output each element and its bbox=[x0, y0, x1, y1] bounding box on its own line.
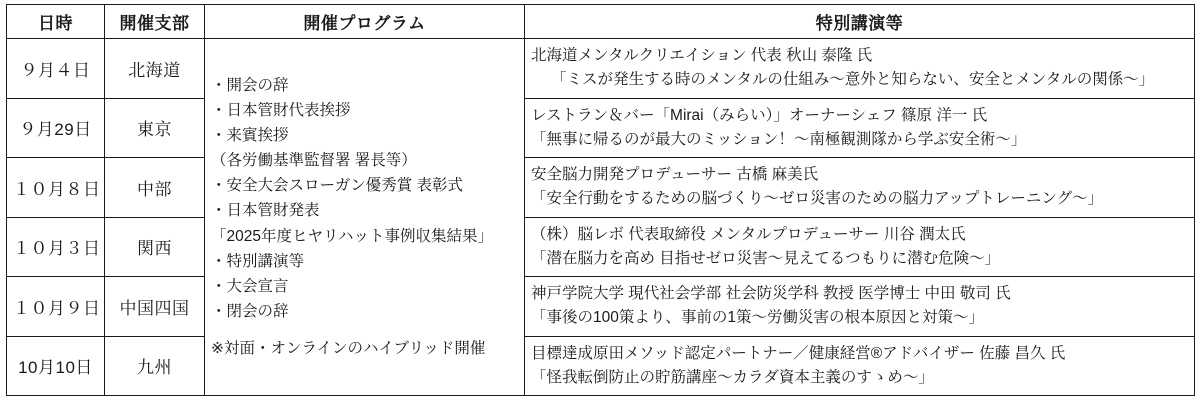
lecture-subtitle: 「事後の100策より、事前の1策～労働災害の根本原因と対策～」 bbox=[531, 309, 984, 327]
cell-branch: 九州 bbox=[105, 336, 205, 396]
table-row bbox=[7, 158, 1195, 218]
lecture-title: （株）脳レボ 代表取締役 メンタルプロデューサー 川谷 潤太氏 bbox=[531, 225, 966, 243]
cell-lecture bbox=[525, 277, 1195, 337]
lecture-subtitle: 「怪我転倒防止の貯筋講座～カラダ資本主義のすゝめ～」 bbox=[531, 368, 934, 386]
table-row bbox=[7, 277, 1195, 337]
lecture-subtitle: 「無事に帰るのが最大のミッション！～南極観測隊から学ぶ安全術～」 bbox=[531, 130, 1027, 148]
table-row bbox=[7, 217, 1195, 277]
table-header-row bbox=[7, 5, 1195, 39]
cell-lecture bbox=[525, 217, 1195, 277]
program-line: （各労働基準監督署 署長等） bbox=[211, 152, 417, 170]
table-header bbox=[7, 5, 1195, 39]
program-line: ・安全大会スローガン優秀賞 表彰式 bbox=[211, 177, 463, 195]
program-line: ・日本管財発表 bbox=[211, 202, 320, 220]
column-header-branch: 開催支部 bbox=[105, 5, 205, 39]
lecture-subtitle: 「ミスが発生する時のメンタルの仕組み～意外と知らない、安全とメンタルの関係～」 bbox=[551, 71, 1155, 89]
cell-branch: 北海道 bbox=[105, 39, 205, 99]
cell-date: １０月３日 bbox=[7, 217, 105, 277]
cell-lecture bbox=[525, 39, 1195, 99]
lecture-title: 神戸学院大学 現代社会学部 社会防災学科 教授 医学博士 中田 敬司 氏 bbox=[531, 285, 1011, 303]
lecture-title: 北海道メンタルクリエイション 代表 秋山 泰隆 氏 bbox=[531, 47, 873, 65]
cell-date: ９月４日 bbox=[7, 39, 105, 99]
table-body bbox=[7, 39, 1195, 396]
cell-program bbox=[205, 39, 525, 396]
cell-date: １０月９日 bbox=[7, 277, 105, 337]
cell-lecture bbox=[525, 336, 1195, 396]
cell-branch: 中部 bbox=[105, 158, 205, 218]
program-line: ・特別講演等 bbox=[211, 252, 305, 270]
lecture-title: レストラン＆バー「Mirai（みらい）」オーナーシェフ 篠原 洋一 氏 bbox=[531, 106, 988, 124]
lecture-title: 安全脳力開発プロデューサー 古橋 麻美氏 bbox=[531, 166, 819, 184]
cell-date: ９月29日 bbox=[7, 98, 105, 158]
lecture-subtitle: 「安全行動をするための脳づくり～ゼロ災害のための脳力アップトレーニング～」 bbox=[531, 190, 1104, 208]
column-header-date: 日時 bbox=[7, 5, 105, 39]
cell-branch: 中国四国 bbox=[105, 277, 205, 337]
column-header-lecture: 特別講演等 bbox=[525, 5, 1195, 39]
program-note: ※対面・オンラインのハイブリッド開催 bbox=[211, 339, 486, 357]
lecture-subtitle: 「潜在脳力を高め 目指せゼロ災害～見えてるつもりに潜む危険～」 bbox=[531, 249, 1001, 267]
lecture-title: 目標達成原田メソッド認定パートナー／健康経営®アドバイザー 佐藤 昌久 氏 bbox=[531, 344, 1066, 362]
column-header-program: 開催プログラム bbox=[205, 5, 525, 39]
program-line: 「2025年度ヒヤリハット事例収集結果」 bbox=[211, 227, 494, 245]
cell-lecture bbox=[525, 98, 1195, 158]
table-row bbox=[7, 39, 1195, 99]
program-line: ・来賓挨拶 bbox=[211, 127, 289, 145]
cell-branch: 東京 bbox=[105, 98, 205, 158]
cell-date: １０月８日 bbox=[7, 158, 105, 218]
cell-lecture bbox=[525, 158, 1195, 218]
cell-date: 10月10日 bbox=[7, 336, 105, 396]
program-line: ・閉会の辞 bbox=[211, 302, 289, 320]
program-line: ・日本管財代表挨拶 bbox=[211, 102, 351, 119]
event-schedule-table bbox=[6, 4, 1195, 396]
cell-branch: 関西 bbox=[105, 217, 205, 277]
program-line: ・開会の辞 bbox=[211, 76, 289, 94]
table-row bbox=[7, 98, 1195, 158]
program-line: ・大会宣言 bbox=[211, 277, 289, 295]
table-row bbox=[7, 336, 1195, 396]
